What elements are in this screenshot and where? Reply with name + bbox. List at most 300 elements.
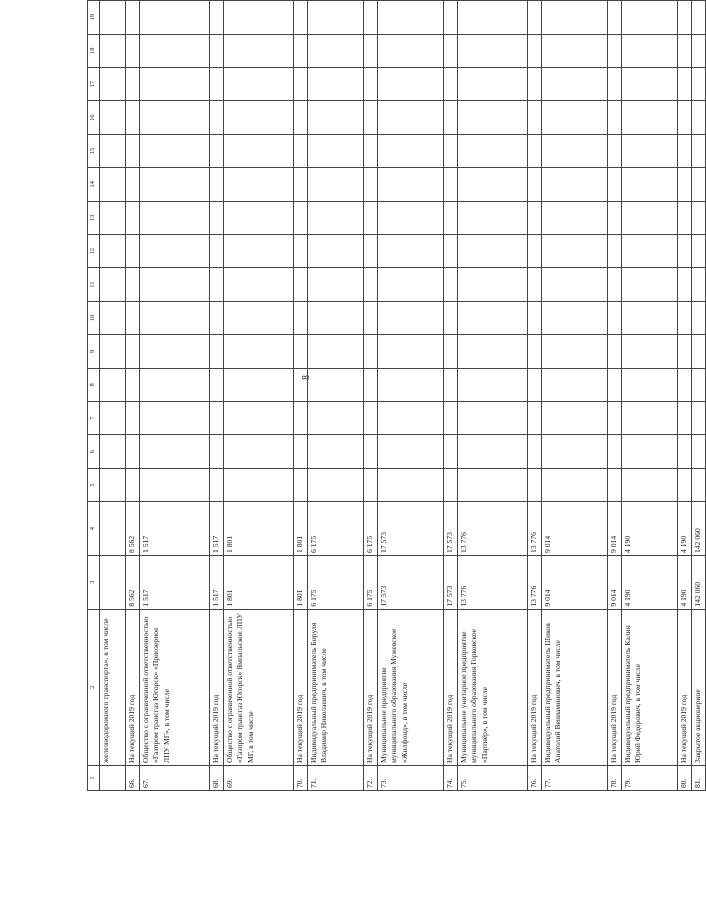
row-number: 81.: [692, 765, 706, 790]
empty-cell: [542, 34, 608, 67]
empty-cell: [378, 201, 444, 234]
empty-cell: [210, 67, 224, 100]
empty-cell: [378, 268, 444, 301]
empty-cell: [378, 67, 444, 100]
row-value-col3: 1 801: [224, 555, 294, 609]
row-value-col4: 17 573: [444, 502, 458, 556]
empty-cell: [678, 301, 692, 334]
empty-cell: [528, 435, 542, 468]
column-header: 17: [88, 67, 100, 100]
empty-cell: [608, 268, 622, 301]
empty-cell: [542, 301, 608, 334]
empty-cell: [692, 101, 706, 134]
column-header: 5: [88, 468, 100, 501]
empty-cell: [678, 268, 692, 301]
table-row: [692, 1, 706, 791]
empty-cell: [622, 67, 678, 100]
empty-cell: [294, 134, 308, 167]
empty-cell: [100, 101, 126, 134]
empty-cell: [542, 67, 608, 100]
empty-cell: [678, 468, 692, 501]
empty-cell: [458, 134, 528, 167]
table-row: [140, 1, 210, 791]
row-name: На текущий 2019 год: [364, 609, 378, 765]
empty-cell: [444, 335, 458, 368]
empty-cell: [210, 34, 224, 67]
empty-cell: [622, 168, 678, 201]
row-value-col4: 17 573: [378, 502, 444, 556]
column-header: 18: [88, 34, 100, 67]
empty-cell: [678, 168, 692, 201]
empty-cell: [444, 402, 458, 435]
empty-cell: [308, 168, 364, 201]
empty-cell: [528, 101, 542, 134]
empty-cell: [210, 201, 224, 234]
empty-cell: [458, 34, 528, 67]
empty-cell: [364, 468, 378, 501]
table-row: [528, 1, 542, 791]
row-name: Индивидуальный предприниматель Калин Юрий Федорович, в том числе: [622, 609, 678, 765]
row-value-col3: 17 573: [378, 555, 444, 609]
empty-cell: [294, 301, 308, 334]
column-header: 2: [88, 609, 100, 765]
empty-cell: [100, 402, 126, 435]
row-number: 80.: [678, 765, 692, 790]
empty-cell: [542, 468, 608, 501]
empty-cell: [458, 168, 528, 201]
empty-cell: [378, 435, 444, 468]
empty-cell: [140, 67, 210, 100]
empty-cell: [622, 468, 678, 501]
empty-cell: [100, 168, 126, 201]
empty-cell: [140, 168, 210, 201]
row-number: 78.: [608, 765, 622, 790]
empty-cell: [542, 1, 608, 35]
empty-cell: [364, 134, 378, 167]
empty-cell: [294, 168, 308, 201]
empty-cell: [224, 468, 294, 501]
row-name: железнодорожного транспорта», в том числе: [100, 609, 126, 765]
row-name: На текущий 2019 год: [528, 609, 542, 765]
empty-cell: [528, 168, 542, 201]
empty-cell: [528, 134, 542, 167]
empty-cell: [528, 67, 542, 100]
empty-cell: [224, 1, 294, 35]
row-value-col4: [100, 502, 126, 556]
column-header: 4: [88, 502, 100, 556]
empty-cell: [378, 301, 444, 334]
empty-cell: [528, 402, 542, 435]
empty-cell: [378, 34, 444, 67]
empty-cell: [692, 168, 706, 201]
row-number: 70.: [294, 765, 308, 790]
row-number: 72.: [364, 765, 378, 790]
row-value-col3: 4 190: [678, 555, 692, 609]
empty-cell: [678, 201, 692, 234]
column-header: 16: [88, 101, 100, 134]
empty-cell: [308, 1, 364, 35]
empty-cell: [378, 402, 444, 435]
empty-cell: [364, 235, 378, 268]
header-row: [88, 1, 100, 791]
row-name: Закрытое акционерное: [692, 609, 706, 765]
empty-cell: [692, 1, 706, 35]
empty-cell: [608, 134, 622, 167]
empty-cell: [126, 201, 140, 234]
empty-cell: [542, 134, 608, 167]
table-row: [678, 1, 692, 791]
empty-cell: [528, 34, 542, 67]
empty-cell: [294, 435, 308, 468]
empty-cell: [100, 368, 126, 401]
table-row: [608, 1, 622, 791]
empty-cell: [126, 268, 140, 301]
row-number: 68.: [210, 765, 224, 790]
column-header: 6: [88, 435, 100, 468]
empty-cell: [692, 335, 706, 368]
empty-cell: [528, 201, 542, 234]
empty-cell: [210, 435, 224, 468]
empty-cell: [308, 134, 364, 167]
empty-cell: [210, 168, 224, 201]
empty-cell: [678, 335, 692, 368]
empty-cell: [528, 335, 542, 368]
empty-cell: [444, 134, 458, 167]
empty-cell: [100, 1, 126, 35]
table-row: [378, 1, 444, 791]
row-name: На текущий 2019 год: [678, 609, 692, 765]
empty-cell: [140, 134, 210, 167]
empty-cell: [444, 268, 458, 301]
row-number: 77.: [542, 765, 608, 790]
empty-cell: [528, 468, 542, 501]
empty-cell: [458, 101, 528, 134]
empty-cell: [528, 1, 542, 35]
empty-cell: [542, 335, 608, 368]
empty-cell: [140, 101, 210, 134]
empty-cell: [224, 101, 294, 134]
empty-cell: [126, 402, 140, 435]
row-number: 74.: [444, 765, 458, 790]
table-row: [294, 1, 308, 791]
empty-cell: [224, 34, 294, 67]
row-name: Индивидуальный предприниматель Шиков Анатолий Вениаминович, в том числе: [542, 609, 608, 765]
empty-cell: [100, 235, 126, 268]
row-value-col3: 1 517: [210, 555, 224, 609]
column-header: 7: [88, 402, 100, 435]
row-number: 71.: [308, 765, 364, 790]
empty-cell: [622, 335, 678, 368]
empty-cell: [608, 301, 622, 334]
empty-cell: [224, 168, 294, 201]
row-value-col3: 8 562: [126, 555, 140, 609]
empty-cell: [692, 268, 706, 301]
column-header: 3: [88, 555, 100, 609]
row-value-col3: 13 776: [458, 555, 528, 609]
empty-cell: [294, 101, 308, 134]
empty-cell: [458, 402, 528, 435]
table-body: [88, 1, 706, 791]
empty-cell: [692, 134, 706, 167]
empty-cell: [542, 402, 608, 435]
empty-cell: [210, 134, 224, 167]
row-number: 73.: [378, 765, 444, 790]
empty-cell: [364, 268, 378, 301]
row-name: На текущий 2019 год: [294, 609, 308, 765]
empty-cell: [458, 301, 528, 334]
empty-cell: [100, 67, 126, 100]
row-value-col4: 13 776: [458, 502, 528, 556]
empty-cell: [100, 435, 126, 468]
table-row: [364, 1, 378, 791]
row-number: 79.: [622, 765, 678, 790]
empty-cell: [210, 101, 224, 134]
row-value-col4: 142 060: [692, 502, 706, 556]
row-number: 75.: [458, 765, 528, 790]
empty-cell: [608, 435, 622, 468]
empty-cell: [126, 301, 140, 334]
empty-cell: [458, 1, 528, 35]
empty-cell: [622, 1, 678, 35]
empty-cell: [622, 34, 678, 67]
row-value-col3: 1 517: [140, 555, 210, 609]
empty-cell: [458, 368, 528, 401]
empty-cell: [294, 335, 308, 368]
empty-cell: [100, 335, 126, 368]
empty-cell: [224, 435, 294, 468]
empty-cell: [542, 368, 608, 401]
empty-cell: [364, 301, 378, 334]
empty-cell: [458, 268, 528, 301]
table-row: [210, 1, 224, 791]
empty-cell: [294, 468, 308, 501]
empty-cell: [622, 134, 678, 167]
empty-cell: [294, 268, 308, 301]
empty-cell: [608, 101, 622, 134]
empty-cell: [678, 101, 692, 134]
empty-cell: [126, 168, 140, 201]
empty-cell: [458, 201, 528, 234]
empty-cell: [224, 201, 294, 234]
empty-cell: [678, 402, 692, 435]
empty-cell: [224, 301, 294, 334]
empty-cell: [608, 368, 622, 401]
empty-cell: [100, 201, 126, 234]
table-row: [622, 1, 678, 791]
empty-cell: [542, 268, 608, 301]
empty-cell: [308, 335, 364, 368]
empty-cell: [622, 435, 678, 468]
empty-cell: [210, 335, 224, 368]
empty-cell: [622, 268, 678, 301]
row-value-col3: 1 801: [294, 555, 308, 609]
empty-cell: [692, 402, 706, 435]
row-value-col3: 6 175: [364, 555, 378, 609]
page-number-text: 8: [301, 375, 312, 380]
empty-cell: [100, 134, 126, 167]
empty-cell: [308, 368, 364, 401]
row-name: Общество с ограниченной ответственностью «Газпром трансгаз Югорск» «Приозерное ЛПУ МГ», в том числе: [140, 609, 210, 765]
empty-cell: [224, 335, 294, 368]
empty-cell: [692, 67, 706, 100]
column-header: 12: [88, 235, 100, 268]
empty-cell: [378, 235, 444, 268]
empty-cell: [678, 235, 692, 268]
empty-cell: [608, 1, 622, 35]
empty-cell: [444, 468, 458, 501]
empty-cell: [308, 67, 364, 100]
row-value-col3: 6 175: [308, 555, 364, 609]
empty-cell: [444, 201, 458, 234]
row-value-col3: 17 573: [444, 555, 458, 609]
column-header: 8: [88, 368, 100, 401]
empty-cell: [126, 101, 140, 134]
empty-cell: [622, 101, 678, 134]
row-value-col4: 6 175: [308, 502, 364, 556]
empty-cell: [140, 34, 210, 67]
empty-cell: [210, 368, 224, 401]
table-row: [308, 1, 364, 791]
table-row: [444, 1, 458, 791]
empty-cell: [378, 468, 444, 501]
empty-cell: [140, 201, 210, 234]
empty-cell: [378, 335, 444, 368]
empty-cell: [364, 201, 378, 234]
empty-cell: [458, 468, 528, 501]
empty-cell: [140, 235, 210, 268]
empty-cell: [224, 134, 294, 167]
row-value-col3: 9 014: [608, 555, 622, 609]
row-name: Муниципальное предприятие муниципального образования Мужевское «Жилфонд», в том числе: [378, 609, 444, 765]
empty-cell: [542, 168, 608, 201]
empty-cell: [308, 235, 364, 268]
empty-cell: [100, 268, 126, 301]
empty-cell: [364, 34, 378, 67]
empty-cell: [364, 368, 378, 401]
empty-cell: [140, 1, 210, 35]
column-header: 13: [88, 201, 100, 234]
empty-cell: [294, 1, 308, 35]
empty-cell: [444, 301, 458, 334]
row-name: Индивидуальный предприниматель Бируля Владимир Николаевич, в том числе: [308, 609, 364, 765]
empty-cell: [622, 402, 678, 435]
table-row: [458, 1, 528, 791]
empty-cell: [126, 335, 140, 368]
empty-cell: [608, 402, 622, 435]
empty-cell: [308, 101, 364, 134]
empty-cell: [458, 435, 528, 468]
empty-cell: [210, 235, 224, 268]
row-number: 66.: [126, 765, 140, 790]
empty-cell: [126, 235, 140, 268]
empty-cell: [378, 134, 444, 167]
empty-cell: [364, 335, 378, 368]
table-row: [100, 1, 126, 791]
empty-cell: [210, 1, 224, 35]
empty-cell: [140, 268, 210, 301]
column-header: 1: [88, 765, 100, 790]
empty-cell: [224, 67, 294, 100]
empty-cell: [140, 301, 210, 334]
empty-cell: [608, 67, 622, 100]
column-header: 9: [88, 335, 100, 368]
empty-cell: [528, 235, 542, 268]
column-header: 10: [88, 301, 100, 334]
empty-cell: [444, 1, 458, 35]
row-value-col4: 1 517: [210, 502, 224, 556]
empty-cell: [364, 402, 378, 435]
empty-cell: [608, 335, 622, 368]
column-header: 11: [88, 268, 100, 301]
empty-cell: [444, 235, 458, 268]
row-name: Муниципальное унитарное предприятие муниципального образования Горковское «Партнёр», в том числе: [458, 609, 528, 765]
row-name: На текущий 2019 год: [210, 609, 224, 765]
empty-cell: [224, 268, 294, 301]
row-name: Общество с ограниченной ответственностью «Газпром трансгаз Югорск» Ямпальское ЛПУ МГ, в том числе: [224, 609, 294, 765]
table-row: [224, 1, 294, 791]
empty-cell: [308, 402, 364, 435]
row-value-col3: [100, 555, 126, 609]
row-value-col4: 9 014: [608, 502, 622, 556]
empty-cell: [140, 435, 210, 468]
row-value-col4: 13 776: [528, 502, 542, 556]
empty-cell: [378, 368, 444, 401]
empty-cell: [692, 468, 706, 501]
empty-cell: [692, 301, 706, 334]
rotated-table-container: [87, 0, 702, 791]
empty-cell: [294, 235, 308, 268]
data-table: [87, 0, 706, 791]
empty-cell: [364, 1, 378, 35]
empty-cell: [458, 235, 528, 268]
empty-cell: [126, 368, 140, 401]
empty-cell: [444, 368, 458, 401]
empty-cell: [542, 201, 608, 234]
empty-cell: [294, 402, 308, 435]
empty-cell: [126, 1, 140, 35]
empty-cell: [126, 67, 140, 100]
empty-cell: [622, 368, 678, 401]
row-name: На текущий 2019 год: [608, 609, 622, 765]
empty-cell: [458, 67, 528, 100]
row-value-col3: 9 014: [542, 555, 608, 609]
column-header: 15: [88, 134, 100, 167]
empty-cell: [100, 34, 126, 67]
empty-cell: [444, 67, 458, 100]
row-name: На текущий 2019 год: [126, 609, 140, 765]
empty-cell: [542, 235, 608, 268]
empty-cell: [692, 235, 706, 268]
empty-cell: [444, 168, 458, 201]
row-value-col4: 4 190: [622, 502, 678, 556]
row-value-col4: 1 801: [294, 502, 308, 556]
row-number: [100, 765, 126, 790]
empty-cell: [140, 368, 210, 401]
empty-cell: [542, 435, 608, 468]
empty-cell: [294, 67, 308, 100]
empty-cell: [622, 235, 678, 268]
column-header: 19: [88, 1, 100, 35]
empty-cell: [444, 101, 458, 134]
row-value-col4: 4 190: [678, 502, 692, 556]
row-number: 69.: [224, 765, 294, 790]
row-value-col4: 8 562: [126, 502, 140, 556]
empty-cell: [608, 201, 622, 234]
table-row: [542, 1, 608, 791]
empty-cell: [308, 201, 364, 234]
empty-cell: [210, 301, 224, 334]
empty-cell: [678, 34, 692, 67]
